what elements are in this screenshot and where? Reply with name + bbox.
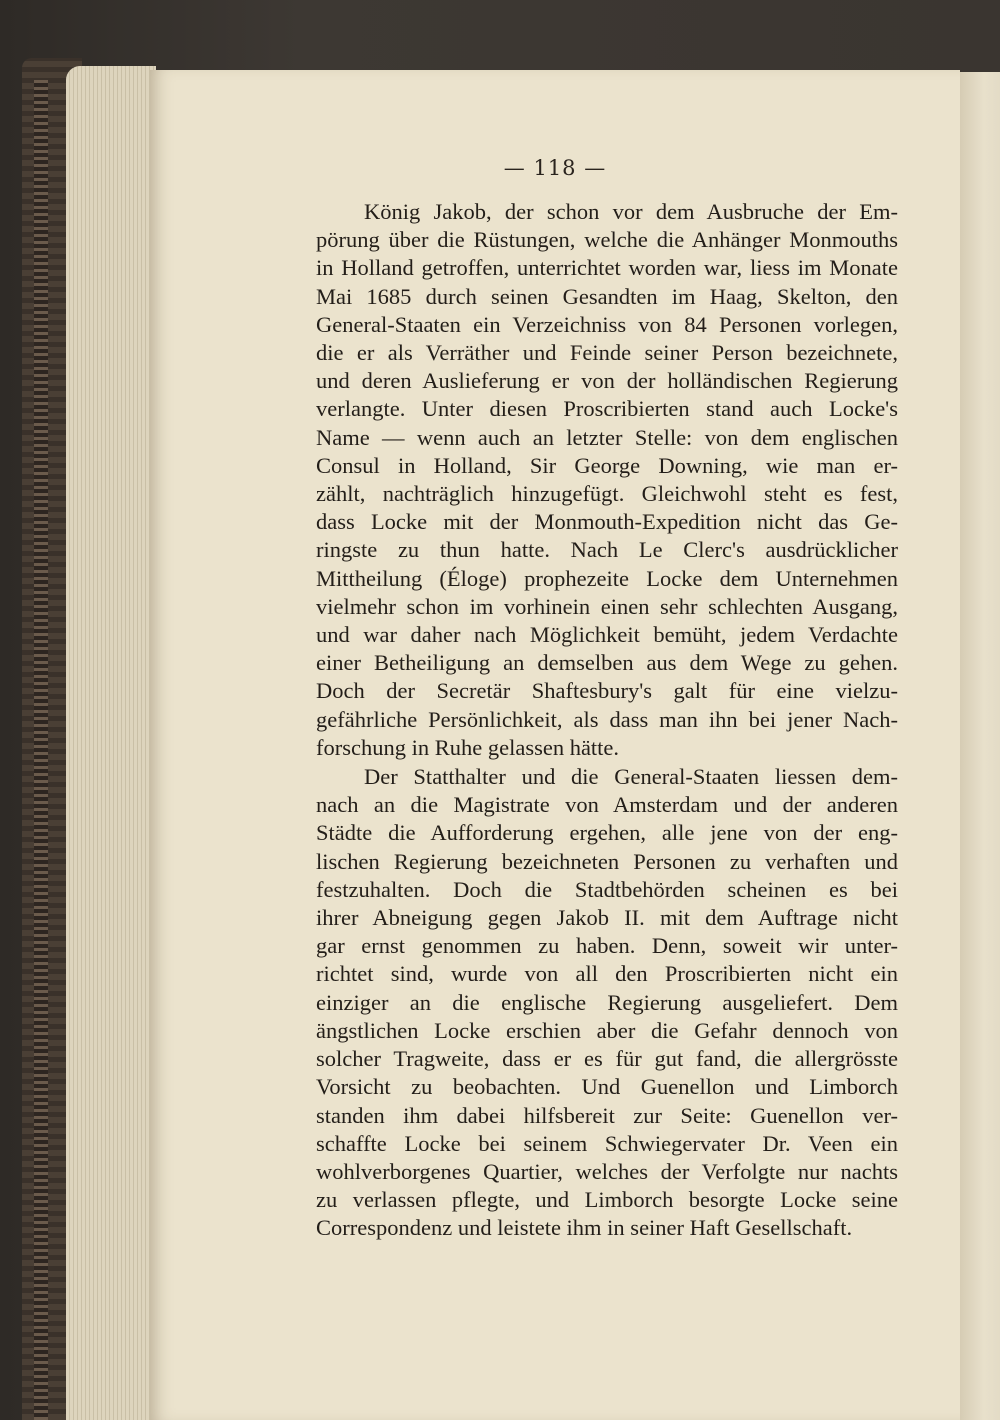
page-stack-edges (66, 66, 156, 1420)
text-line: Der Statthalter und die General-Staaten liessen dem- (364, 764, 898, 790)
text-line: General-Staaten ein Verzeichniss von 84 Personen vorlegen, (316, 311, 898, 337)
text-line: Vorsicht zu beobachten. Und Guenellon und Limborch (316, 1074, 898, 1100)
text-line: gefährliche Persönlichkeit, als dass man ihn bei jener Nach- (316, 706, 898, 732)
text-line: die er als Verräther und Feinde seiner Person bezeichnete, (316, 340, 898, 366)
text-line: Correspondenz und leistete ihm in seiner Haft Gesellschaft. (316, 1215, 853, 1241)
page-body-text (316, 198, 898, 1243)
paragraph (316, 198, 898, 762)
text-line: Mittheilung (Éloge) prophezeite Locke dem Unternehmen (316, 565, 898, 591)
text-line: verlangte. Unter diesen Proscribierten stand auch Locke's (316, 396, 898, 422)
text-line: zu verlassen pflegte, und Limborch besorgte Locke seine (316, 1187, 898, 1213)
paragraph (316, 763, 898, 1242)
text-line: richtet sind, wurde von all den Proscribierten nicht ein (316, 961, 898, 987)
text-line: Name — wenn auch an letzter Stelle: von dem englischen (316, 424, 898, 450)
text-line: zählt, nachträglich hinzugefügt. Gleichwohl steht es fest, (316, 481, 898, 507)
text-line: Mai 1685 durch seinen Gesandten im Haag, Skelton, den (316, 283, 898, 309)
text-line: nach an die Magistrate von Amsterdam und der anderen (316, 792, 898, 818)
text-line: vielmehr schon im vorhinein einen sehr schlechten Ausgang, (316, 593, 898, 619)
text-line: Doch der Secretär Shaftesbury's galt für eine vielzu- (316, 678, 898, 704)
text-line: einer Betheiligung an demselben aus dem Wege zu gehen. (316, 650, 898, 676)
facing-page-edge (960, 72, 1000, 1420)
text-line: in Holland getroffen, unterrichtet worden war, liess im Monate (316, 255, 898, 281)
text-line: forschung in Ruhe gelassen hätte. (316, 734, 620, 760)
page-number: — 118 — (503, 156, 607, 180)
text-line: einziger an die englische Regierung ausgeliefert. Dem (316, 989, 898, 1015)
text-line: schaffte Locke bei seinem Schwiegervater Dr. Veen ein (316, 1130, 898, 1156)
text-line: festzuhalten. Doch die Stadtbehörden scheinen es bei (316, 876, 898, 902)
text-line: gar ernst genommen zu haben. Denn, soweit wir unter- (316, 933, 898, 959)
text-line: ängstlichen Locke erschien aber die Gefahr dennoch von (316, 1017, 898, 1043)
text-line: ringste zu thun hatte. Nach Le Clerc's ausdrücklicher (316, 537, 898, 563)
text-line: ihrer Abneigung gegen Jakob II. mit dem Auftrage nicht (316, 905, 898, 931)
text-line: dass Locke mit der Monmouth-Expedition nicht das Ge- (316, 509, 898, 535)
text-line: und deren Auslieferung er von der holländischen Regierung (316, 368, 898, 394)
text-line: und war daher nach Möglichkeit bemüht, jedem Verdachte (316, 622, 898, 648)
text-line: wohlverborgenes Quartier, welches der Verfolgte nur nachts (316, 1158, 898, 1184)
text-line: Städte die Aufforderung ergehen, alle jene von der eng- (316, 820, 898, 846)
text-line: Consul in Holland, Sir George Downing, wie man er- (316, 452, 898, 478)
text-line: solcher Tragweite, dass er es für gut fand, die allergrösste (316, 1046, 898, 1072)
text-line: pörung über die Rüstungen, welche die Anhänger Monmouths (316, 227, 898, 253)
text-line: standen ihm dabei hilfsbereit zur Seite: Guenellon ver- (316, 1102, 898, 1128)
book-page (150, 70, 960, 1420)
text-line: König Jakob, der schon vor dem Ausbruche der Em- (364, 199, 898, 224)
spine-binding-edge (34, 80, 48, 1420)
text-line: lischen Regierung bezeichneten Personen zu verhaften und (316, 848, 898, 874)
